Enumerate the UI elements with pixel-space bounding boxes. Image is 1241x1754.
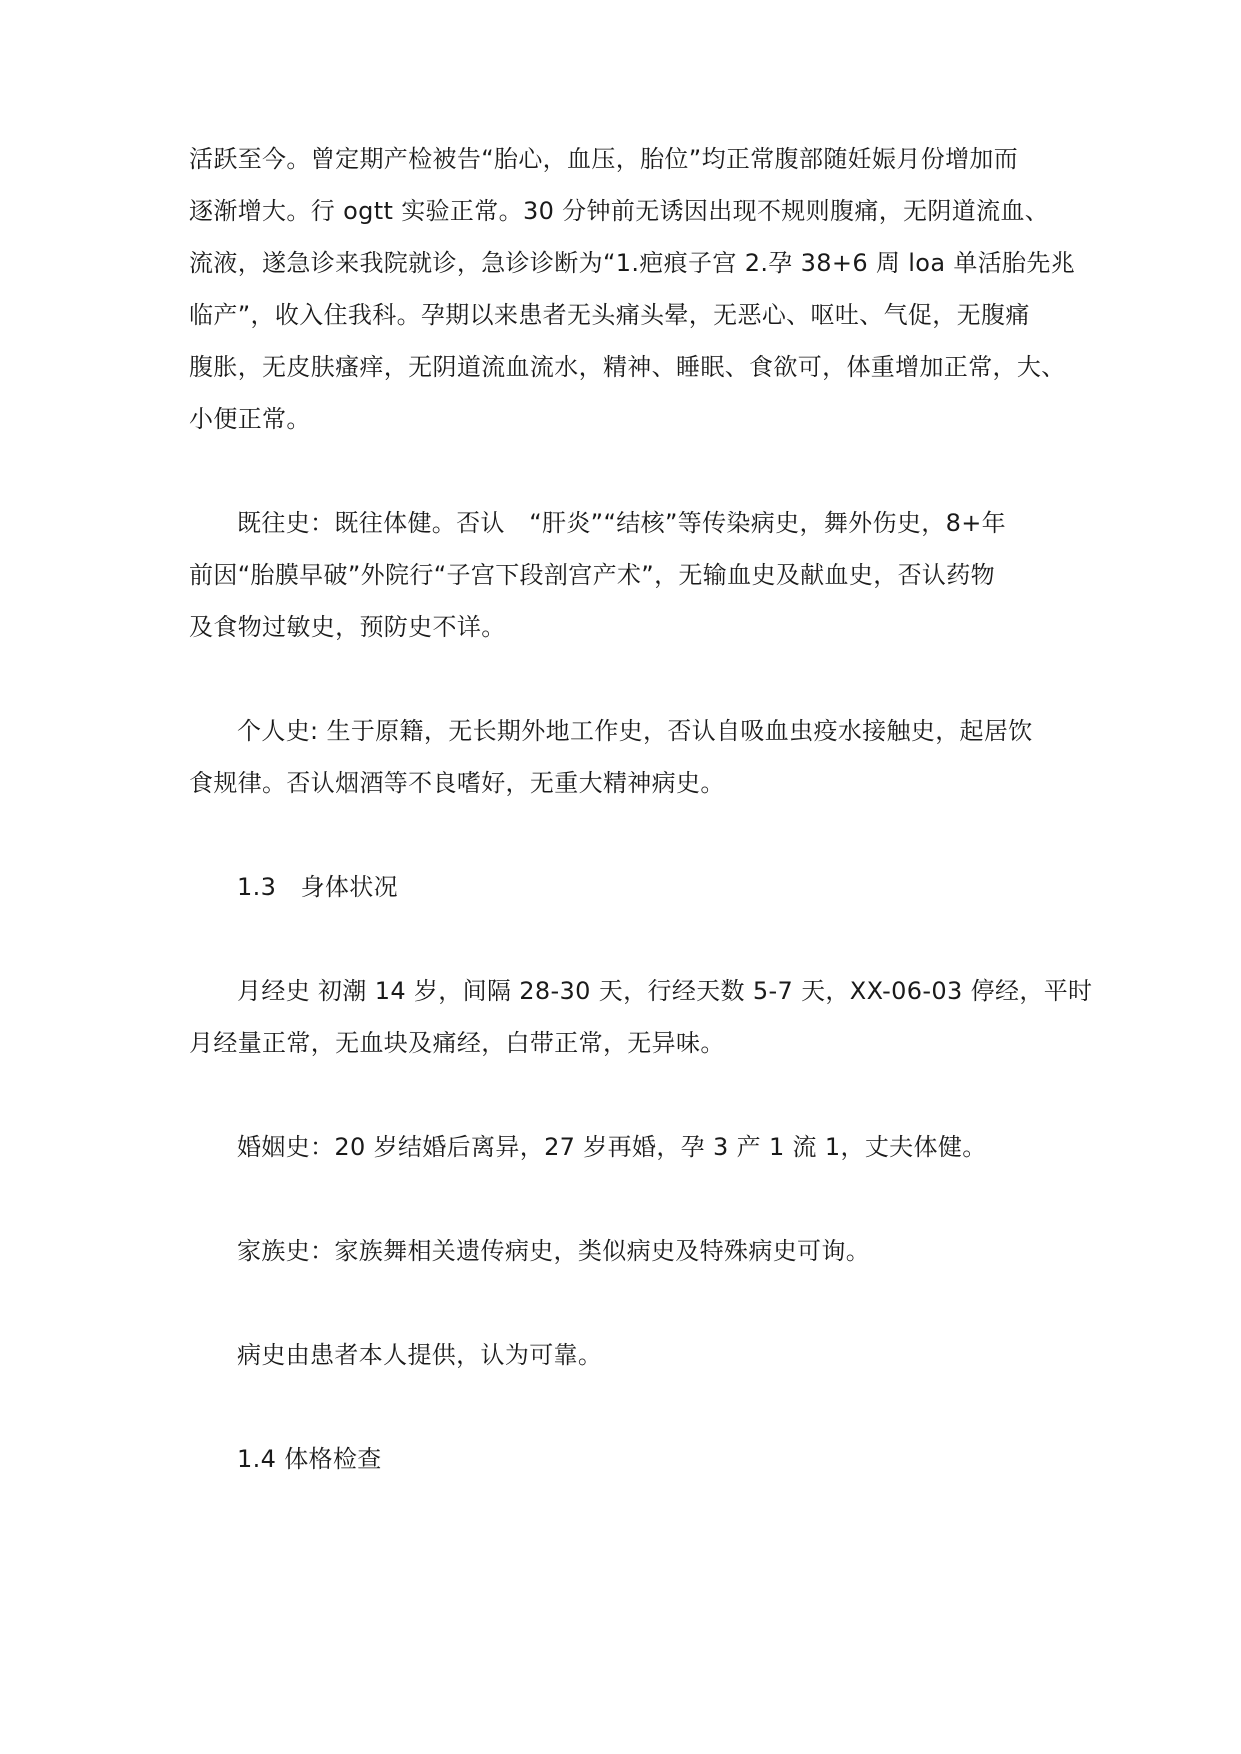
past-history-line: 及食物过敏史，预防史不详。 [189,613,506,641]
paragraph-line: 流液，遂急诊来我院就诊，急诊诊断为“1.疤痕子宫 2.孕 38+6 周 loa 单活胎先兆 [189,249,1076,277]
paragraph-line: 临产”，收入住我科。孕期以来患者无头痛头晕，无恶心、呕吐、气促，无腹痛 [189,301,1030,329]
source-note: 病史由患者本人提供，认为可靠。 [237,1341,603,1369]
menstrual-history-line: 月经量正常，无血块及痛经，白带正常，无异味。 [189,1029,725,1057]
section-heading-1-4: 1.4 体格检查 [237,1445,382,1473]
paragraph-line: 活跃至今。曾定期产检被告“胎心，血压，胎位”均正常腹部随妊娠月份增加而 [189,145,1019,173]
paragraph-line: 小便正常。 [189,405,311,433]
marital-history: 婚姻史：20 岁结婚后离异，27 岁再婚，孕 3 产 1 流 1，丈夫体健。 [237,1133,987,1161]
menstrual-history-line: 月经史 初潮 14 岁，间隔 28-30 天，行经天数 5-7 天，XX-06-03 停经，平时 [237,977,1093,1005]
paragraph-line: 逐渐增大。行 ogtt 实验正常。30 分钟前无诱因出现不规则腹痛，无阴道流血、 [189,197,1050,225]
past-history-line: 既往史：既往体健。否认 “肝炎”“结核”等传染病史，舞外伤史，8+年 [237,509,1007,537]
past-history-line: 前因“胎膜早破”外院行“子宫下段剖宫产术”，无输血史及献血史，否认药物 [189,561,995,589]
paragraph-line: 腹胀，无皮肤瘙痒，无阴道流血流水，精神、睡眠、食欲可，体重增加正常，大、 [189,353,1066,381]
section-heading-1-3: 1.3 身体状况 [237,873,398,901]
personal-history-line: 个人史: 生于原籍，无长期外地工作史，否认自吸血虫疫水接触史，起居饮 [237,717,1033,745]
family-history: 家族史：家族舞相关遗传病史，类似病史及特殊病史可询。 [237,1237,871,1265]
personal-history-line: 食规律。否认烟酒等不良嗜好，无重大精神病史。 [189,769,725,797]
